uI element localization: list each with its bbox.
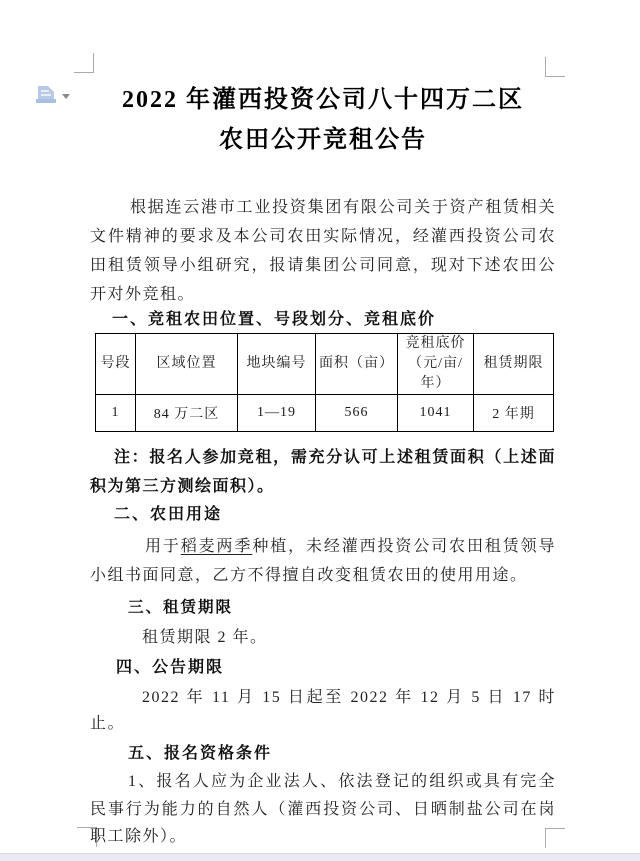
col-header-number-segment: 号段 bbox=[96, 334, 136, 395]
section3-paragraph: 租赁期限 2 年。 bbox=[142, 629, 268, 646]
cell-base-price: 1041 bbox=[398, 395, 474, 432]
col-header-region: 区域位置 bbox=[136, 334, 238, 395]
table-note-paragraph: 注：报名人参加竞租，需充分认可上述租赁面积（上述面积为第三方测绘面积）。 bbox=[90, 449, 556, 495]
col-header-area: 面积（亩） bbox=[316, 334, 398, 395]
col-header-base-price-line1: 竞租底价 bbox=[405, 336, 466, 351]
section5-paragraph: 1、报名人应为企业法人、依法登记的组织或具有完全民事行为能力的自然人（灌西投资公司、日晒制盐公司在岗职工除外）。 bbox=[90, 773, 556, 845]
window-bottom-strip bbox=[0, 853, 640, 861]
cell-number-segment: 1 bbox=[96, 395, 136, 432]
cell-plot-number: 1—19 bbox=[238, 395, 316, 432]
section2-paragraph bbox=[90, 532, 556, 590]
bid-table-data-row bbox=[96, 395, 554, 432]
cell-lease-term: 2 年期 bbox=[474, 395, 554, 432]
crop-mark-top-left-icon bbox=[74, 53, 94, 73]
bid-table-header-row bbox=[96, 334, 554, 395]
section3-heading: 三、租赁期限 bbox=[128, 599, 234, 616]
cell-area: 566 bbox=[316, 395, 398, 432]
section4-paragraph: 2022 年 11 月 15 日起至 2022 年 12 月 5 日 17 时止。 bbox=[90, 689, 556, 732]
usage-text-pre: 用于 bbox=[145, 538, 181, 555]
document-title-line2: 农田公开竞租公告 bbox=[219, 127, 427, 153]
col-header-lease-term: 租赁期限 bbox=[474, 334, 554, 395]
col-header-plot-number: 地块编号 bbox=[238, 334, 316, 395]
cell-region: 84 万二区 bbox=[136, 395, 238, 432]
col-header-base-price bbox=[398, 334, 474, 395]
intro-paragraph: 根据连云港市工业投资集团有限公司关于资产租赁相关文件精神的要求及本公司农田实际情况，经灌西投资公司农田租赁领导小组研究，报请集团公司同意，现对下述农田公开对外竞租。 bbox=[90, 199, 556, 303]
section1-heading: 一、竞租农田位置、号段划分、竞租底价 bbox=[112, 311, 437, 328]
section4-heading: 四、公告期限 bbox=[116, 659, 225, 676]
bid-table bbox=[95, 333, 554, 432]
dropdown-arrow-icon bbox=[62, 94, 70, 99]
usage-text-underlined: 稻麦两季 bbox=[180, 538, 253, 555]
document-body bbox=[90, 80, 556, 851]
usage-text-post: 种植，未经灌西投资公司农田租赁领导小组书面同意，乙方不得擅自改变租赁农田的使用用途。 bbox=[90, 538, 556, 584]
paste-options-button[interactable] bbox=[36, 86, 70, 108]
section5-heading: 五、报名资格条件 bbox=[128, 745, 273, 762]
document-title-line1: 2022 年灌西投资公司八十四万二区 bbox=[122, 87, 524, 113]
crop-mark-top-right-icon bbox=[545, 57, 565, 77]
section2-heading: 二、农田用途 bbox=[114, 506, 223, 523]
col-header-base-price-line2: （元/亩/年） bbox=[408, 356, 463, 391]
